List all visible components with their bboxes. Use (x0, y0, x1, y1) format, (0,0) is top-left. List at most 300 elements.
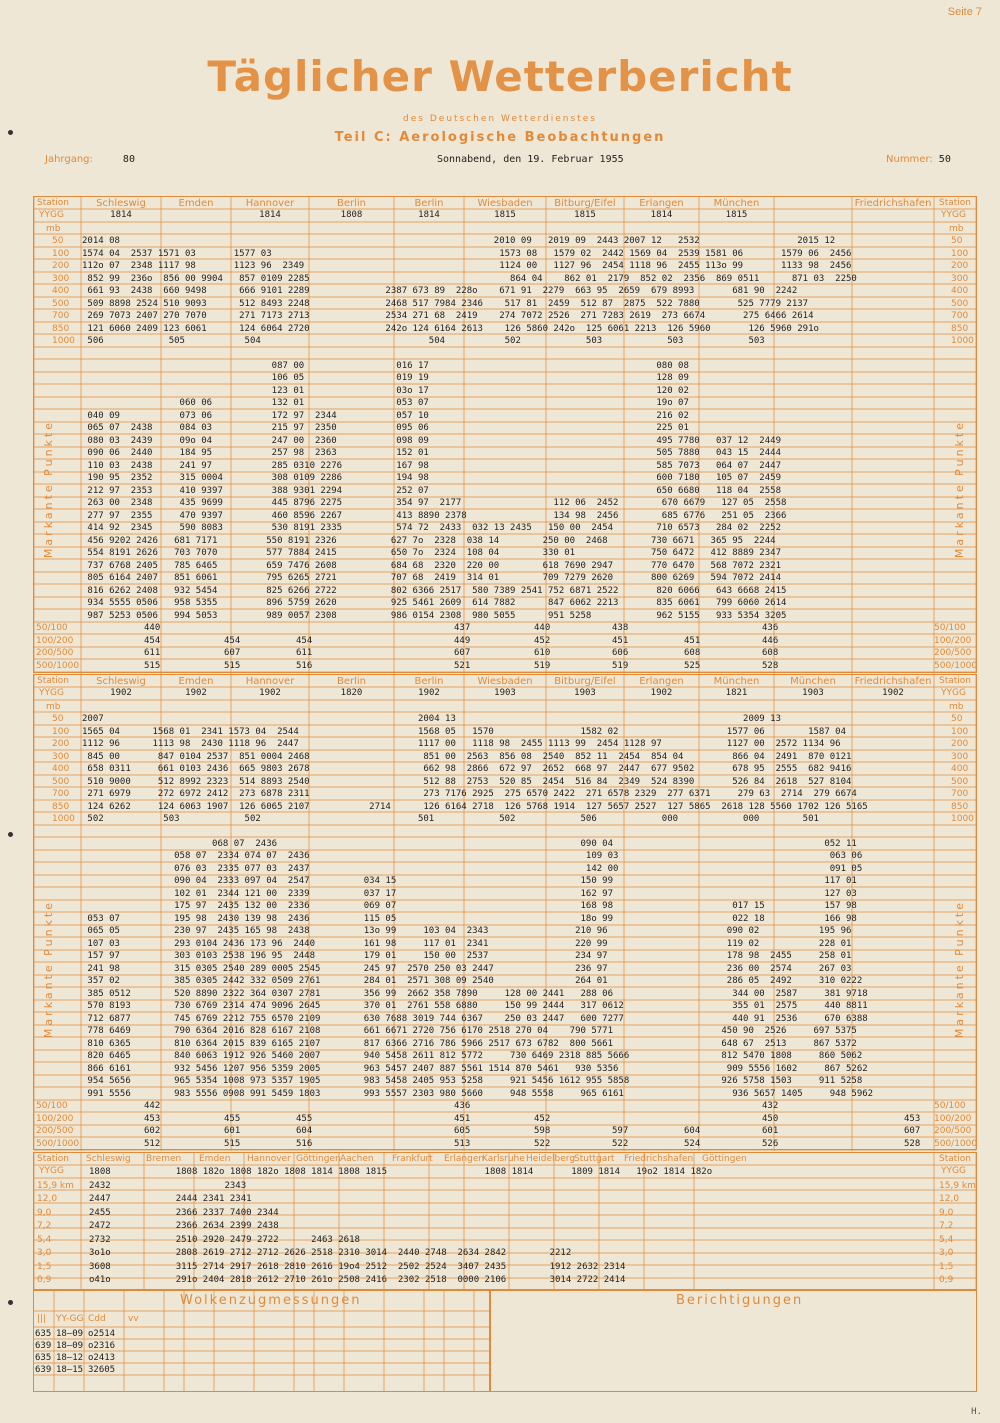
pressure-level: 100 (52, 248, 70, 259)
pressure-level: 500 (52, 298, 70, 309)
station-name: Berlin (414, 676, 444, 687)
thickness-label: 200/500 (36, 1126, 74, 1136)
thickness-value: 519 (612, 660, 629, 671)
thickness-label: 200/500 (934, 1126, 972, 1136)
row-values: 269 7073 2407 270 7070 271 7173 2713 2534 271 68 2419 274 7072 2526 271 7283 2619 273 6674 275 6466 2614 (82, 311, 814, 321)
row-values: 385 0512 520 8890 2322 364 0307 2781 356 99 2662 358 7890 128 00 2441 288 06 344 00 2587 381 9718 (82, 988, 868, 999)
row-values: 852 99 236o 856 00 9904 857 0109 2285 864 04 862 01 2179 852 02 2356 869 0511 871 03 2250 (82, 273, 857, 284)
row-values: 934 5555 0506 958 5355 896 5759 2620 925 5461 2609 614 7882 847 6062 2213 835 6061 799 6060 2614 (82, 598, 787, 608)
pressure-level: 300 (52, 273, 70, 284)
pressure-level: 700 (951, 789, 969, 799)
pressure-level: 700 (951, 311, 969, 321)
markante-punkte-label: Markante Punkte (42, 900, 55, 1039)
thickness-value: 451 (454, 1113, 471, 1124)
altitude-level: 0,9 (939, 1275, 954, 1285)
thickness-value: 436 (454, 1101, 471, 1111)
markante-row (34, 510, 976, 522)
thickness-value: 454 (224, 635, 241, 646)
part-heading: Teil C: Aerologische Beobachtungen (334, 130, 666, 145)
altitude-level: 15,9 km (37, 1180, 74, 1191)
markante-row (34, 435, 976, 447)
label-mb-right: mb (949, 224, 964, 234)
label-yygg-right: YYGG (941, 210, 966, 220)
markante-row (34, 975, 976, 987)
thickness-row (34, 635, 976, 647)
station-name: Karlsruhe (482, 1154, 525, 1164)
data-row (34, 751, 976, 763)
markante-row (34, 988, 976, 1000)
station-time: 1815 (725, 210, 748, 220)
pressure-level: 700 (52, 311, 70, 321)
thickness-value: 515 (224, 660, 241, 671)
markante-row (34, 1038, 976, 1050)
label-station: Station (37, 198, 69, 208)
pressure-level: 500 (52, 776, 70, 787)
station-name: Friedrichshafen (854, 676, 932, 687)
ascent-table-1 (33, 196, 977, 673)
row-values: 040 09 073 06 172 97 2344 057 10 216 02 (82, 410, 689, 421)
thickness-label: 50/100 (36, 1101, 68, 1111)
station-time: 1902 (259, 688, 281, 698)
thickness-value: 525 (684, 660, 701, 671)
thickness-row (34, 1100, 976, 1112)
row-values: 1112 96 1113 98 2430 1118 96 2447 1117 00 1118 98 2455 1113 99 2454 1128 97 1127 00 2572 1134 96 (82, 739, 841, 749)
wolken-header: YY-GG (56, 1314, 84, 1324)
thickness-value: 453 (904, 1113, 921, 1124)
wolken-header: Cdd (88, 1314, 106, 1324)
thickness-value: 440 (144, 623, 161, 633)
wind-row (34, 1193, 976, 1205)
wolken-value: o2316 (88, 1341, 116, 1351)
thickness-value: 610 (534, 648, 551, 658)
thickness-value: 607 (454, 648, 471, 658)
row-values: 810 6365 810 6364 2015 839 6165 2107 817 6366 2716 786 5966 2517 673 6782 800 5661 648 67 2513 867 5372 (82, 1038, 857, 1049)
station-name: Erlangen (444, 1154, 485, 1164)
thickness-value: 606 (612, 648, 629, 658)
thickness-value: 432 (762, 1101, 779, 1111)
thickness-value: 440 (534, 623, 551, 633)
thickness-value: 512 (144, 1138, 161, 1149)
station-name: Schleswig (96, 676, 146, 687)
thickness-value: 602 (144, 1126, 161, 1136)
markante-row (34, 1050, 976, 1062)
pressure-level: 100 (951, 248, 969, 259)
station-name: München (713, 676, 760, 687)
markante-row (34, 1075, 976, 1087)
row-values: 123 01 03o 17 120 02 (82, 385, 689, 396)
pressure-level: 500 (951, 298, 969, 309)
altitude-level: 0,9 (37, 1275, 52, 1285)
thickness-value: 516 (296, 1138, 313, 1149)
markante-punkte-label: Markante Punkte (953, 420, 966, 559)
altitude-level: 12,0 (939, 1194, 960, 1204)
label-mb: mb (46, 224, 61, 234)
label-yygg-right: YYGG (941, 1166, 966, 1176)
station-name: Frankfurt (392, 1154, 433, 1164)
thickness-value: 446 (762, 635, 779, 646)
station-name: Bremen (146, 1154, 182, 1164)
altitude-level: 1,5 (37, 1261, 52, 1272)
markante-row (34, 585, 976, 597)
thickness-row (34, 1125, 976, 1137)
row-values: 241 98 315 0305 2540 289 0005 2545 245 97 2570 250 03 2447 236 97 236 00 2574 267 03 (82, 963, 852, 974)
markante-punkte-label: Markante Punkte (42, 420, 55, 559)
markante-row (34, 497, 976, 509)
wind-row (34, 1274, 976, 1286)
wind-table (33, 1152, 977, 1290)
pressure-level: 1000 (52, 336, 75, 346)
thickness-value: 601 (762, 1126, 779, 1136)
jahrgang-label: Jahrgang: (45, 154, 93, 165)
row-values: 2007 2004 13 2009 13 (82, 714, 781, 724)
markante-row (34, 1088, 976, 1100)
row-values: 2447 2444 2341 2341 (89, 1194, 252, 1204)
row-values: 712 6877 745 6769 2212 755 6570 2109 630 7688 3019 744 6367 250 03 2447 600 7277 440 91 2536 670 6388 (82, 1013, 868, 1024)
wolken-time: 18–09 (56, 1329, 84, 1339)
data-row (34, 788, 976, 800)
altitude-level: 1,5 (939, 1261, 954, 1272)
row-values: 1808 1808 182o 1808 182o 1808 1814 1808 1815 1808 1814 1809 1814 19o2 1814 182o (89, 1167, 713, 1177)
issue-date: Sonnabend, den 19. Februar 1955 (437, 154, 624, 165)
row-values: 121 6060 2409 123 6061 124 6064 2720 242o 124 6164 2613 126 5860 242o 125 6061 2213 126 5960 126 5960 291o (82, 323, 819, 334)
station-time: 1814 (418, 210, 440, 220)
label-yygg: YYGG (39, 210, 64, 220)
station-name: München (790, 676, 836, 687)
station-name: Berlin (336, 676, 367, 687)
thickness-value: 515 (224, 1138, 241, 1149)
row-values: 175 97 2435 132 00 2336 069 07 168 98 017 15 157 98 (82, 901, 857, 911)
station-time: 1902 (110, 688, 132, 698)
pressure-level: 700 (52, 789, 70, 799)
pressure-level: 400 (52, 286, 70, 296)
thickness-value: 607 (224, 648, 241, 658)
label-station-right: Station (939, 676, 971, 686)
thickness-row (34, 647, 976, 659)
pressure-level: 300 (52, 751, 70, 762)
wolken-station: 635 (35, 1329, 52, 1339)
row-values: 414 92 2345 590 8083 530 8191 2335 574 72 2433 032 13 2435 150 00 2454 710 6573 284 02 2252 (82, 523, 781, 533)
station-name: Aachen (340, 1154, 374, 1164)
markante-row (34, 547, 976, 559)
row-values: 110 03 2438 241 97 285 0310 2276 167 98 585 7073 064 07 2447 (82, 460, 781, 471)
thickness-label: 500/1000 (36, 660, 80, 671)
markante-row (34, 963, 976, 975)
row-values: 157 97 303 0103 2538 196 95 2448 179 01 150 00 2537 234 97 178 98 2455 258 01 (82, 951, 852, 961)
station-name: Wiesbaden (477, 676, 533, 687)
markante-row (34, 422, 976, 434)
data-row (34, 310, 976, 322)
thickness-value: 453 (144, 1113, 161, 1124)
markante-row (34, 875, 976, 887)
subtitle: des Deutschen Wetterdienstes (403, 114, 597, 124)
wolken-value: o2514 (88, 1329, 116, 1339)
row-values: 661 93 2438 660 9498 666 9101 2289 2387 673 89 228o 671 91 2279 663 95 2659 679 8993 681 90 2242 (82, 286, 798, 296)
thickness-value: 528 (762, 660, 779, 671)
data-row (34, 738, 976, 750)
thickness-value: 528 (904, 1138, 921, 1149)
row-values: 277 97 2355 470 9397 460 8596 2267 413 8890 2378 134 98 2456 685 6776 251 05 2366 (82, 510, 787, 521)
wolken-value: o2413 (88, 1353, 116, 1363)
station-name: Emden (199, 1154, 231, 1164)
label-station: Station (37, 676, 69, 686)
station-name: Heidelberg (526, 1154, 576, 1164)
station-time: 1902 (185, 688, 207, 698)
berichtigungen-title: Berichtigungen (676, 1293, 804, 1308)
pressure-level: 200 (951, 739, 969, 749)
pressure-level: 100 (951, 726, 969, 737)
data-row (34, 248, 976, 260)
station-time: 1814 (650, 210, 673, 220)
thickness-row (34, 622, 976, 634)
station-time: 1815 (574, 210, 596, 220)
station-name: Hannover (245, 676, 295, 687)
data-row (34, 298, 976, 310)
row-values: 866 6161 932 5456 1207 956 5359 2005 963 5457 2407 887 5561 1514 870 5461 930 5356 909 5556 1602 867 5262 (82, 1063, 868, 1074)
pressure-level: 1000 (52, 814, 75, 824)
thickness-value: 601 (224, 1126, 241, 1136)
punch-hole (8, 1300, 13, 1305)
markante-punkte-label: Markante Punkte (953, 900, 966, 1039)
station-name: Erlangen (639, 198, 684, 209)
altitude-level: 5,4 (939, 1234, 954, 1245)
markante-row (34, 522, 976, 534)
thickness-label: 50/100 (934, 623, 966, 633)
row-values: 816 6262 2408 932 5454 825 6266 2722 802 6366 2517 580 7389 2541 752 6871 2522 820 6066 643 6668 2415 (82, 585, 787, 596)
thickness-value: 516 (296, 660, 313, 671)
thickness-label: 50/100 (36, 623, 68, 633)
station-name: Stuttgart (574, 1154, 615, 1164)
thickness-value: 455 (224, 1113, 241, 1124)
markante-row (34, 610, 976, 622)
punch-hole (8, 130, 13, 135)
data-row (34, 260, 976, 272)
row-values: 3o1o 2808 2619 2712 2712 2626 2518 2310 3014 2440 2748 2634 2842 2212 (89, 1248, 572, 1258)
altitude-level: 3,0 (37, 1248, 52, 1258)
row-values: 2472 2366 2634 2399 2438 (89, 1221, 279, 1231)
pressure-level: 400 (951, 764, 969, 774)
thickness-label: 100/200 (934, 635, 972, 646)
markante-row (34, 838, 976, 850)
row-values: 2455 2366 2337 7400 2344 (89, 1207, 279, 1218)
row-values: 357 02 385 0305 2442 332 0509 2761 284 01 2571 308 09 2540 264 01 286 05 2492 310 0222 (82, 976, 863, 986)
wolken-time: 18–12 (56, 1353, 84, 1363)
punch-hole (8, 832, 13, 837)
row-values: 509 8898 2524 510 9093 512 8493 2248 2468 517 7984 2346 517 81 2459 512 87 2875 522 7880 525 7779 2137 (82, 298, 809, 309)
station-time: 1903 (494, 688, 516, 698)
thickness-value: 521 (454, 660, 471, 671)
row-values: 2432 2343 (89, 1180, 247, 1191)
row-values: 778 6469 790 6364 2016 828 6167 2108 661 6671 2720 756 6170 2518 270 04 790 5771 450 90 2526 697 5375 (82, 1026, 857, 1036)
markante-row (34, 460, 976, 472)
thickness-value: 526 (762, 1138, 779, 1149)
wolken-time: 18–15 (56, 1365, 84, 1375)
station-name: Hannover (247, 1154, 291, 1164)
thickness-value: 611 (144, 648, 161, 658)
station-time: 1902 (418, 688, 440, 698)
markante-row (34, 535, 976, 547)
data-row (34, 776, 976, 788)
station-name: Schleswig (86, 1154, 131, 1164)
station-time: 1902 (882, 688, 904, 698)
markante-row (34, 925, 976, 937)
data-row (34, 273, 976, 285)
pressure-level: 300 (951, 751, 969, 762)
thickness-value: 452 (534, 635, 551, 646)
wolken-header: ||| (37, 1314, 47, 1324)
wind-row (34, 1220, 976, 1232)
wolken-value: 32605 (88, 1365, 116, 1375)
row-values: 570 8193 730 6769 2314 474 9096 2645 370 01 2761 558 6880 150 99 2444 317 0612 355 01 2575 440 8811 (82, 1001, 868, 1011)
wolkenzug-title: Wolkenzugmessungen (180, 1293, 362, 1308)
row-values: 954 5656 965 5354 1008 973 5357 1905 983 5458 2405 953 5258 921 5456 1612 955 5858 926 5758 1503 911 5258 (82, 1076, 863, 1086)
altitude-level: 9,0 (37, 1207, 52, 1218)
station-name: Göttingen (702, 1154, 747, 1164)
thickness-value: 449 (454, 635, 471, 646)
label-mb: mb (46, 702, 61, 712)
wind-row (34, 1207, 976, 1219)
wolken-header: vv (128, 1314, 139, 1324)
thickness-row (34, 660, 976, 672)
markante-row (34, 485, 976, 497)
row-values: 068 07 2436 090 04 052 11 (82, 838, 857, 849)
row-values: 456 9202 2426 681 7171 550 8191 2326 627 7o 2328 038 14 250 00 2468 730 6671 365 95 2244 (82, 535, 776, 546)
thickness-value: 437 (454, 623, 471, 633)
thickness-value: 604 (296, 1126, 313, 1136)
station-time: 1903 (802, 688, 824, 698)
pressure-level: 850 (951, 323, 969, 334)
page-title: Täglicher Wetterbericht (207, 52, 793, 101)
thickness-value: 452 (534, 1113, 551, 1124)
data-row (34, 763, 976, 775)
thickness-value: 519 (534, 660, 551, 671)
pressure-level: 200 (951, 261, 969, 271)
thickness-value: 438 (612, 623, 629, 633)
pressure-level: 200 (52, 261, 70, 271)
nummer (886, 154, 951, 165)
station-name: Bitburg/Eifel (554, 198, 616, 209)
data-row (34, 285, 976, 297)
pressure-level: 50 (951, 714, 963, 724)
thickness-label: 500/1000 (36, 1138, 80, 1149)
thickness-value: 524 (684, 1138, 701, 1149)
row-values: 107 03 293 0104 2436 173 96 2440 161 98 117 01 2341 220 99 119 02 228 01 (82, 938, 852, 949)
row-values: 090 04 2333 097 04 2547 034 15 150 99 117 01 (82, 876, 857, 886)
thickness-value: 611 (296, 648, 313, 658)
row-values: 3608 3115 2714 2917 2618 2810 2616 19o4 2512 2502 2524 3407 2435 1912 2632 2314 (89, 1261, 626, 1272)
row-values: 065 07 2438 084 03 215 97 2350 095 06 225 01 (82, 423, 689, 433)
thickness-label: 50/100 (934, 1101, 966, 1111)
thickness-value: 607 (904, 1126, 921, 1136)
wind-row (34, 1261, 976, 1273)
thickness-label: 100/200 (36, 635, 74, 646)
row-values: 737 6768 2405 785 6465 659 7476 2608 684 68 2320 220 00 618 7690 2947 770 6470 568 7072 2321 (82, 560, 781, 571)
row-values: 106 05 019 19 128 09 (82, 373, 689, 383)
row-values: 845 00 847 0104 2537 851 0004 2468 851 00 2563 856 08 2540 852 11 2454 854 04 866 04 2491 870 0121 (82, 751, 852, 762)
station-time: 1814 (110, 210, 132, 220)
thickness-row (34, 1138, 976, 1150)
row-values: 506 505 504 504 502 503 503 503 (82, 336, 765, 346)
station-time: 1814 (259, 210, 281, 220)
thickness-value: 515 (144, 660, 161, 671)
pressure-level: 300 (951, 273, 969, 284)
pressure-level: 1000 (951, 814, 974, 824)
thickness-value: 451 (612, 635, 629, 646)
jahrgang-value: 80 (122, 154, 135, 165)
jahrgang (45, 154, 135, 165)
row-values: 263 00 2348 435 9699 445 8796 2275 354 97 2177 112 06 2452 670 6679 127 05 2558 (82, 498, 787, 508)
station-name: Göttingen (296, 1154, 341, 1164)
label-mb-right: mb (949, 702, 964, 712)
row-values: 058 07 2334 074 07 2436 109 03 063 06 (82, 851, 863, 861)
data-row (34, 813, 976, 825)
markante-row (34, 572, 976, 584)
altitude-level: 9,0 (939, 1207, 954, 1218)
row-values: 991 5556 983 5556 0908 991 5459 1803 993 5557 2303 980 5660 948 5558 965 6161 936 5657 1405 948 5962 (82, 1088, 874, 1099)
markante-row (34, 360, 976, 372)
label-station-right: Station (939, 1154, 971, 1164)
thickness-value: 454 (144, 635, 161, 646)
station-name: Berlin (336, 198, 367, 209)
wolken-station: 639 (35, 1341, 52, 1351)
row-values: 087 00 016 17 080 08 (82, 360, 689, 371)
markante-row (34, 888, 976, 900)
wolken-station: 639 (35, 1365, 52, 1375)
station-name: München (713, 198, 760, 209)
altitude-level: 3,0 (939, 1248, 954, 1258)
row-values: 080 03 2439 09o 04 247 00 2360 098 09 495 7780 037 12 2449 (82, 435, 781, 446)
station-name: Schleswig (96, 198, 146, 209)
thickness-label: 500/1000 (934, 1138, 978, 1149)
station-time: 1902 (650, 688, 673, 698)
row-values: o41o 291o 2404 2818 2612 2710 261o 2508 2416 2302 2518 0000 2106 3014 2722 2414 (89, 1275, 626, 1285)
markante-row (34, 472, 976, 484)
label-yygg-right: YYGG (941, 688, 966, 698)
station-time: 1815 (494, 210, 516, 220)
wolken-time: 18–09 (56, 1341, 84, 1351)
wind-row (34, 1247, 976, 1259)
station-time: 1820 (340, 688, 363, 698)
row-values: 554 8191 2626 703 7070 577 7884 2415 650 7o 2324 108 04 330 01 750 6472 412 8889 2347 (82, 548, 781, 558)
pressure-level: 400 (951, 286, 969, 296)
markante-row (34, 1025, 976, 1037)
markante-row (34, 397, 976, 409)
data-row (34, 323, 976, 335)
markante-row (34, 863, 976, 875)
markante-row (34, 938, 976, 950)
markante-row (34, 900, 976, 912)
row-values: 502 503 502 501 502 506 000 000 501 (82, 814, 819, 824)
data-row (34, 801, 976, 813)
station-time: 1821 (725, 688, 748, 698)
thickness-value: 454 (296, 635, 313, 646)
station-name: Wiesbaden (477, 198, 533, 209)
ascent-table-2 (33, 674, 977, 1150)
thickness-value: 442 (144, 1101, 161, 1111)
altitude-level: 7,2 (37, 1221, 52, 1231)
row-values: 060 06 132 01 053 07 19o 07 (82, 398, 689, 408)
row-values: 510 9000 512 8992 2323 514 8893 2540 512 88 2753 520 85 2454 516 84 2349 524 8390 526 84 2618 527 8104 (82, 776, 852, 787)
pressure-level: 50 (951, 236, 963, 246)
pressure-level: 200 (52, 739, 70, 749)
pressure-level: 500 (951, 776, 969, 787)
pressure-level: 50 (52, 714, 64, 724)
row-values: 658 0311 661 0103 2436 665 9803 2678 662 98 2866 672 97 2652 668 97 2447 677 9502 678 95 2555 682 9416 (82, 764, 852, 774)
data-row (34, 713, 976, 725)
row-values: 2014 08 2010 09 2019 09 2443 2007 12 2532 2015 12 (82, 236, 836, 246)
markante-row (34, 560, 976, 572)
label-yygg: YYGG (39, 1166, 64, 1176)
thickness-value: 522 (612, 1138, 629, 1149)
